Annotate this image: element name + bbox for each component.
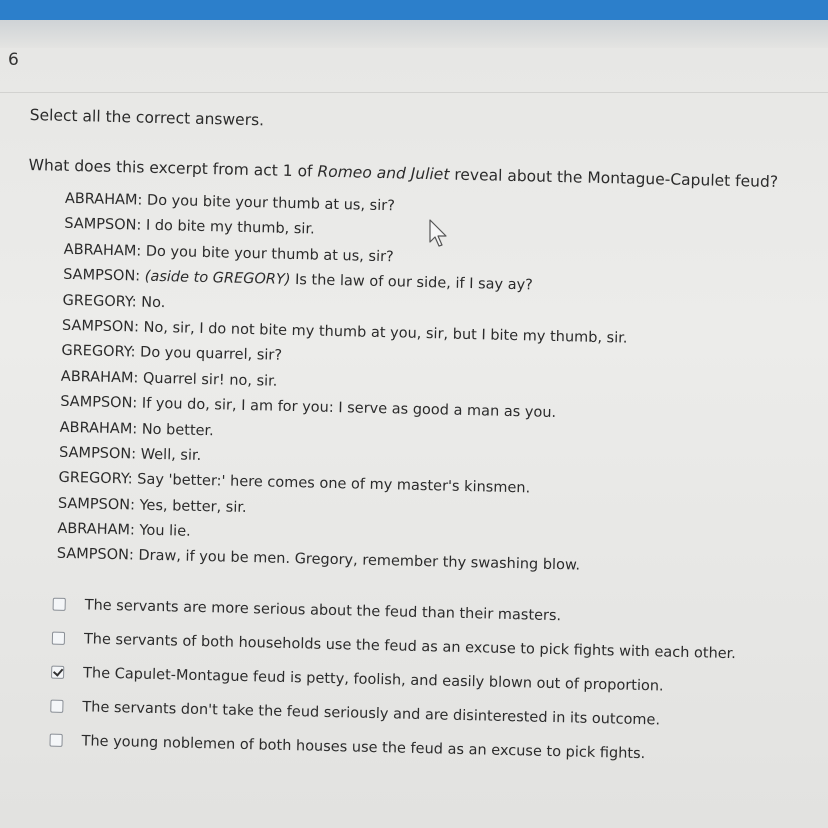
- speaker-name: SAMPSON:: [56, 546, 135, 564]
- dialogue-text: Quarrel sir! no, sir.: [138, 370, 278, 390]
- instruction-text: Select all the correct answers.: [29, 106, 265, 130]
- dialogue-text: I do bite my thumb, sir.: [141, 217, 315, 238]
- answer-label[interactable]: The young noblemen of both houses use the feud as an excuse to pick fights.: [81, 733, 646, 762]
- dialogue-text: No, sir, I do not bite my thumb at you, sir, but I bite my thumb, sir.: [138, 319, 628, 347]
- question-prefix: What does this excerpt from act 1 of: [28, 155, 318, 181]
- checkbox[interactable]: [52, 632, 65, 645]
- speaker-name: ABRAHAM:: [63, 241, 142, 260]
- checkbox[interactable]: [50, 700, 63, 713]
- speaker-name: ABRAHAM:: [64, 190, 143, 209]
- answer-options: [49, 588, 799, 775]
- question-content: [15, 106, 810, 774]
- answer-label[interactable]: The servants are more serious about the feud than their masters.: [84, 597, 562, 625]
- speaker-name: GREGORY:: [62, 292, 137, 311]
- dialogue-text: Say 'better:' here comes one of my master's kinsmen.: [132, 471, 531, 497]
- dialogue-text: Do you bite your thumb at us, sir?: [142, 192, 396, 215]
- question-suffix: reveal about the Montague-Capulet feud?: [449, 165, 779, 191]
- question-number: 6: [8, 50, 19, 70]
- speaker-name: SAMPSON:: [60, 393, 138, 412]
- answer-label[interactable]: The servants don't take the feud seriously and are disinterested in its outcome.: [82, 699, 661, 729]
- speaker-name: ABRAHAM:: [59, 419, 138, 438]
- speaker-name: ABRAHAM:: [60, 368, 139, 387]
- speaker-name: SAMPSON:: [64, 216, 142, 234]
- dialogue-text: You lie.: [134, 522, 191, 540]
- play-title: Romeo and Juliet: [317, 162, 450, 184]
- speaker-name: GREGORY:: [61, 343, 136, 361]
- checkbox[interactable]: [53, 598, 66, 611]
- dialogue-text: If you do, sir, I am for you: I serve as good a man as you.: [137, 395, 557, 422]
- dialogue-text: Do you quarrel, sir?: [135, 344, 283, 365]
- top-bar: [0, 0, 828, 20]
- checkbox-checked[interactable]: [51, 666, 64, 679]
- dialogue-text: Yes, better, sir.: [134, 497, 247, 516]
- dialogue-text: No better.: [137, 421, 214, 439]
- divider: [0, 92, 828, 93]
- dialogue-text: Well, sir.: [135, 446, 202, 464]
- checkbox[interactable]: [49, 734, 62, 747]
- top-bar-shadow: [0, 20, 828, 48]
- answer-label[interactable]: The servants of both households use the feud as an excuse to pick fights with each other.: [83, 631, 737, 663]
- speaker-name: SAMPSON:: [58, 444, 137, 463]
- speaker-name: SAMPSON:: [61, 317, 140, 336]
- mouse-pointer-icon: [428, 218, 450, 250]
- dialogue-text: Draw, if you be men. Gregory, remember thy swashing blow.: [133, 547, 581, 575]
- speaker-name: GREGORY:: [58, 470, 133, 488]
- speaker-name: SAMPSON:: [62, 266, 141, 285]
- dialogue-text: No.: [136, 294, 166, 311]
- speaker-name: ABRAHAM:: [57, 520, 136, 539]
- speaker-name: SAMPSON:: [57, 495, 136, 514]
- dialogue-text: Is the law of our side, if I say ay?: [290, 272, 534, 294]
- answer-label[interactable]: The Capulet-Montague feud is petty, foolish, and easily blown out of proportion.: [82, 665, 664, 695]
- dialogue-text: Do you bite your thumb at us, sir?: [141, 243, 394, 266]
- stage-direction: (aside to GREGORY): [139, 268, 291, 289]
